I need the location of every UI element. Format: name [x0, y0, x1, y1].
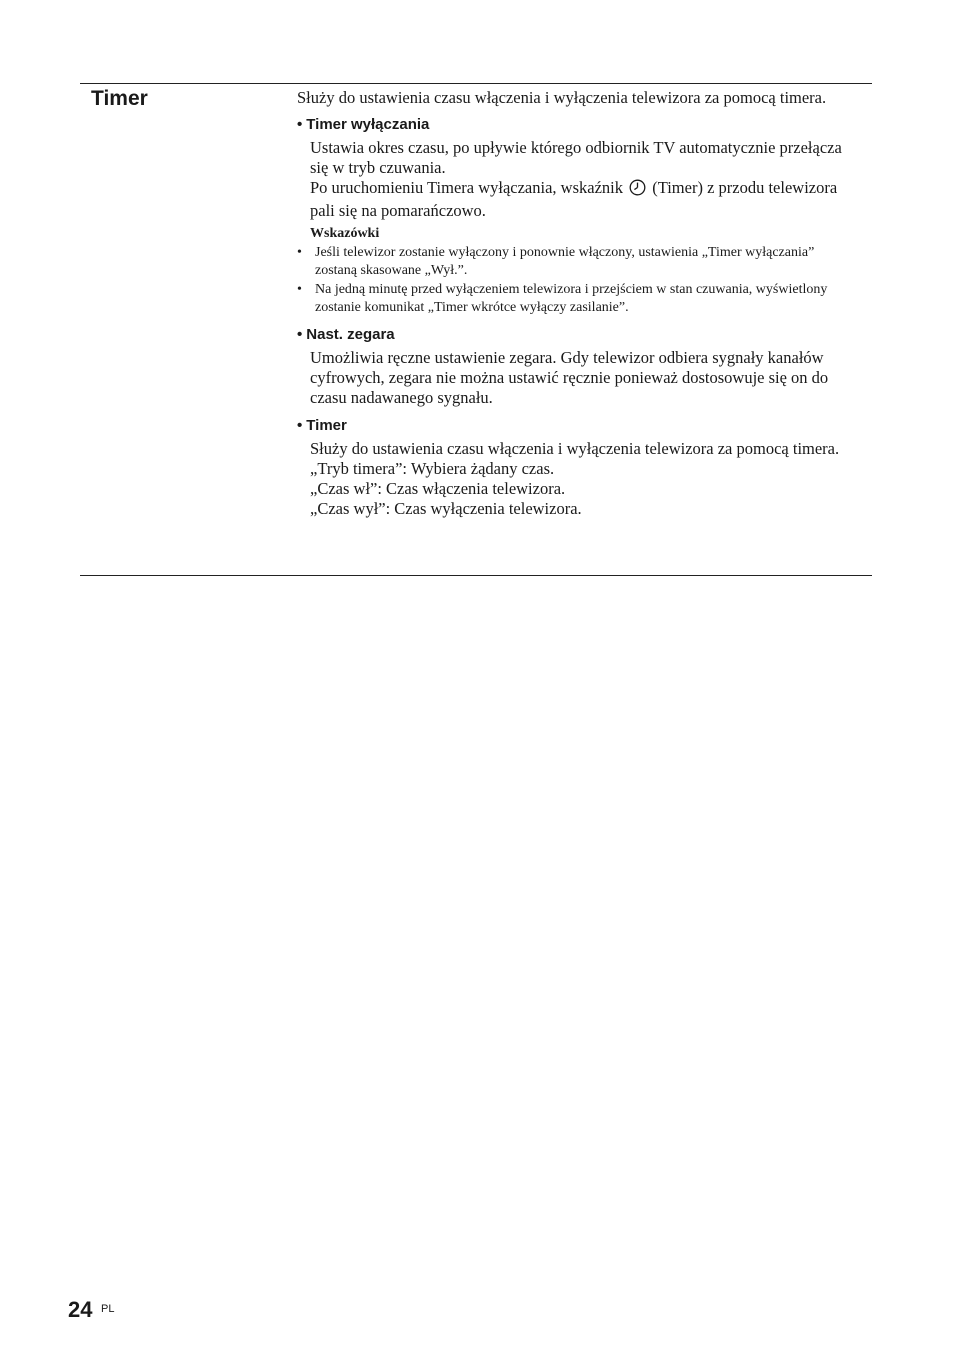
timer-heading — [297, 416, 857, 436]
bullet: • — [297, 326, 303, 343]
tip-item — [297, 281, 857, 317]
timer-mode-line: „Tryb timera”: Wybiera żądany czas. — [310, 459, 555, 478]
sleep-timer-indicator-note — [310, 178, 857, 221]
bottom-divider — [80, 575, 872, 576]
page-number: 24 — [68, 1297, 93, 1322]
tips-list — [297, 244, 857, 317]
clock-set-description: Umożliwia ręczne ustawienie zegara. Gdy telewizor odbiera sygnały kanałów cyfrowych, zegara nie można ustawić ręcznie ponieważ dostosowuje się on do czasu nadawanego sygnału. — [310, 348, 829, 407]
timer-clock-icon — [629, 179, 646, 201]
bullet: • — [297, 245, 302, 260]
tip-text: Na jedną minutę przed wyłączeniem telewizora i przejściem w stan czuwania, wyświetlony zostanie komunikat „Timer wkrótce wyłączy zasilanie”. — [315, 282, 828, 315]
section-title: Timer — [91, 87, 148, 110]
sleep-timer-body — [310, 138, 857, 221]
timer-heading-text: Timer — [306, 417, 347, 434]
bullet: • — [297, 116, 303, 133]
clock-set-heading-text: Nast. zegara — [306, 326, 395, 343]
section-intro: Służy do ustawienia czasu włączenia i wyłączenia telewizora za pomocą timera. — [297, 88, 827, 107]
indicator-note-after: (Timer) z przodu telewizora pali się na pomarańczowo. — [310, 178, 838, 220]
clock-set-body — [310, 348, 857, 408]
indicator-note-before: Po uruchomieniu Timera wyłączania, wskaźnik — [310, 178, 623, 197]
timer-off-line: „Czas wył”: Czas wyłączenia telewizora. — [310, 499, 582, 518]
sleep-timer-description: Ustawia okres czasu, po upływie którego odbiornik TV automatycznie przełącza się w tryb czuwania. — [310, 138, 842, 177]
section-content — [297, 88, 857, 527]
bullet: • — [297, 282, 302, 297]
clock-set-block — [297, 325, 857, 408]
sleep-timer-block — [297, 115, 857, 317]
sleep-timer-heading-text: Timer wyłączania — [306, 116, 430, 133]
top-divider — [80, 83, 872, 84]
timer-description: Służy do ustawienia czasu włączenia i wyłączenia telewizora za pomocą timera. — [310, 439, 840, 458]
page-language: PL — [101, 1303, 115, 1315]
timer-block — [297, 416, 857, 519]
clock-set-heading — [297, 325, 857, 345]
timer-on-line: „Czas wł”: Czas włączenia telewizora. — [310, 479, 566, 498]
tip-item — [297, 244, 857, 280]
sleep-timer-heading — [297, 115, 857, 135]
tips-title: Wskazówki — [310, 226, 380, 241]
bullet: • — [297, 417, 303, 434]
timer-body — [310, 439, 857, 519]
tip-text: Jeśli telewizor zostanie wyłączony i ponownie włączony, ustawienia „Timer wyłączania” zostaną skasowane „Wył.”. — [315, 245, 815, 278]
